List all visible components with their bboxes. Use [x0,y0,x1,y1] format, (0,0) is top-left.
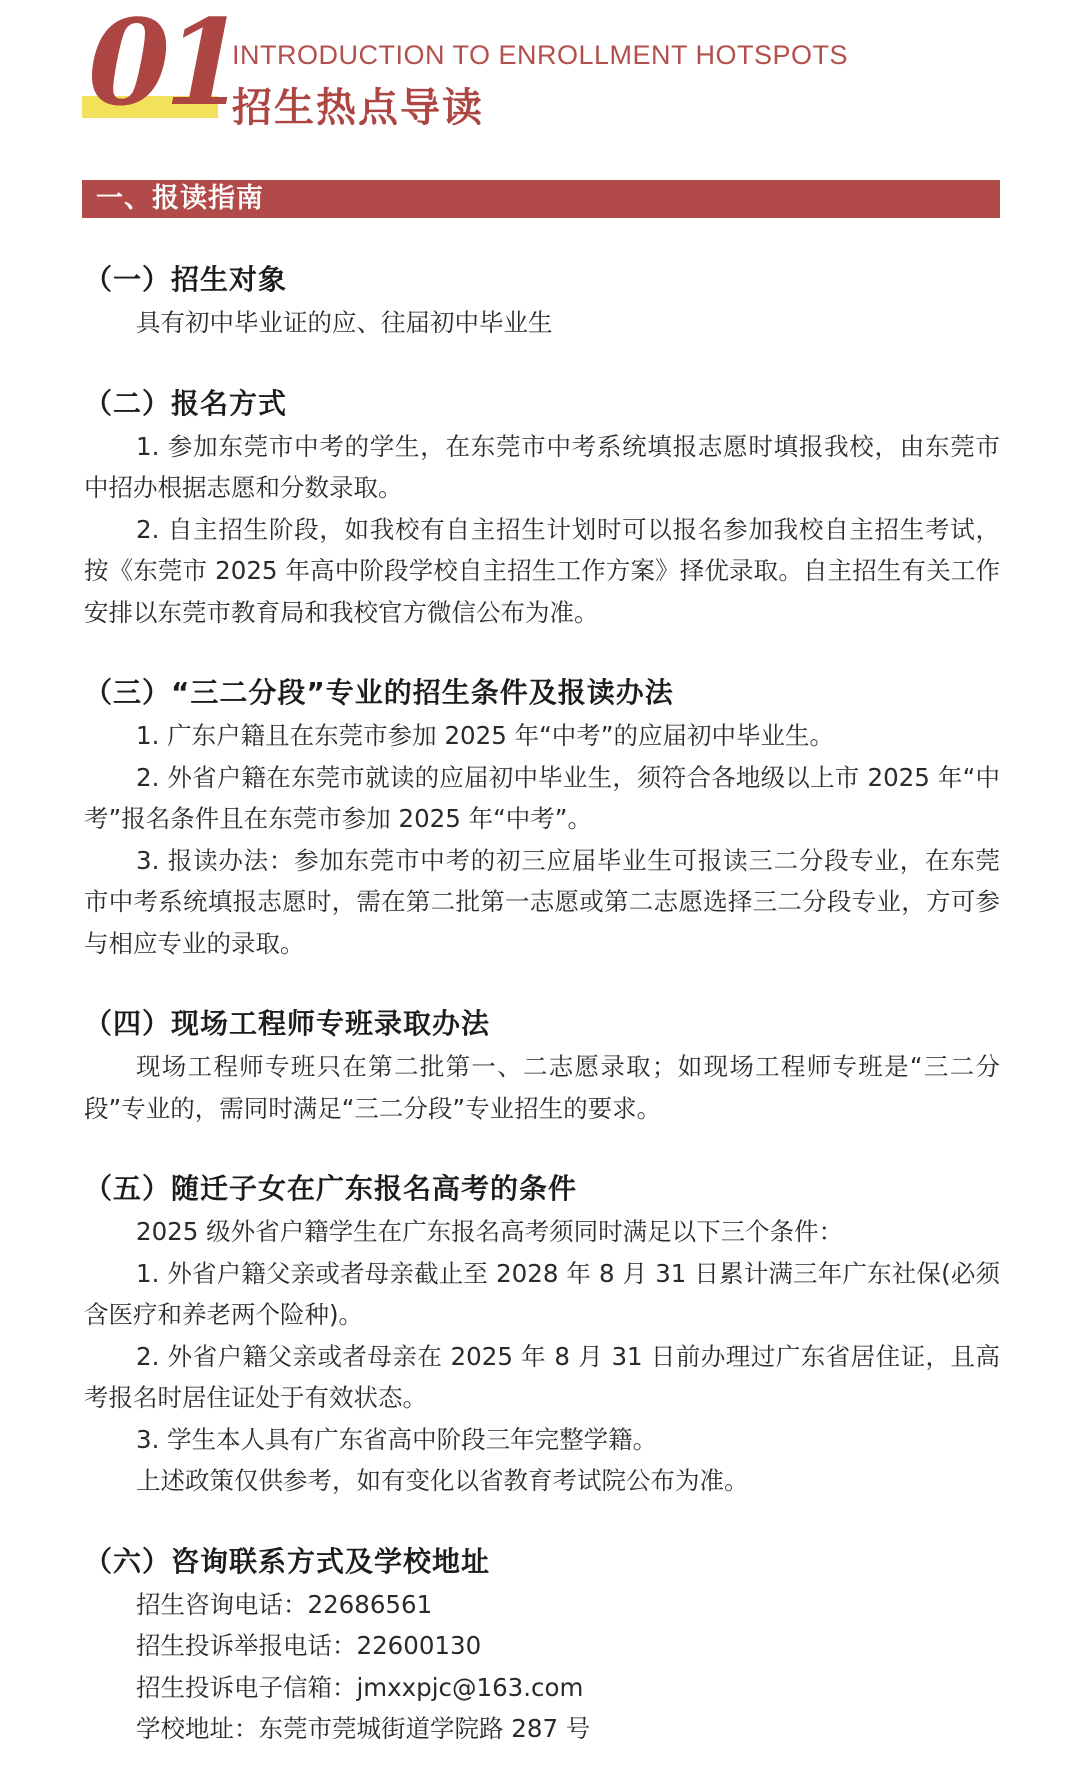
heading-contact-address: （六）咨询联系方式及学校地址 [84,1544,491,1578]
paragraph: 具有初中毕业证的应、往届初中毕业生 [136,308,553,337]
paragraph: 1. 参加东莞市中考的学生，在东莞市中考系统填报志愿时填报我校，由东莞市中招办根据志愿和分数录取。 [84,431,1000,502]
paragraph: 3. 报读办法：参加东莞市中考的初三应届毕业生可报读三二分段专业，在东莞市中考系统填报志愿时，需在第二批第一志愿或第二志愿选择三二分段专业，方可参与相应专业的录取。 [84,845,1000,958]
heading-field-engineer-class: （四）现场工程师专班录取办法 [84,1007,491,1040]
chapter-number: 01 [88,0,241,132]
section-banner [82,180,1000,218]
heading-enrollment-target: （一）招生对象 [84,263,288,296]
complaint-phone: 招生投诉举报电话：22600130 [136,1631,482,1660]
page-header [82,0,1002,132]
heading-registration-method: （二）报名方式 [84,386,288,420]
chinese-title: 招生热点导读 [232,85,484,131]
paragraph: 2. 外省户籍父亲或者母亲在 2025 年 8 月 31 日前办理过广东省居住证，且高考报名时居住证处于有效状态。 [84,1341,1000,1412]
paragraph: 2. 外省户籍在东莞市就读的应届初中毕业生，须符合各地级以上市 2025 年“中考”报名条件且在东莞市参加 2025 年“中考”。 [84,762,1000,833]
section-title: 一、报读指南 [96,183,264,214]
paragraph: 1. 广东户籍且在东莞市参加 2025 年“中考”的应届初中毕业生。 [136,721,834,750]
paragraph: 现场工程师专班只在第二批第一、二志愿录取；如现场工程师专班是“三二分段”专业的，需同时满足“三二分段”专业招生的要求。 [84,1052,1000,1123]
english-title: INTRODUCTION TO ENROLLMENT HOTSPOTS [232,40,849,70]
paragraph: 3. 学生本人具有广东省高中阶段三年完整学籍。 [136,1424,658,1454]
paragraph: 1. 外省户籍父亲或者母亲截止至 2028 年 8 月 31 日累计满三年广东社保(必须含医疗和养老两个险种)。 [84,1258,1000,1329]
school-address: 学校地址：东莞市莞城街道学院路 287 号 [136,1714,591,1743]
consult-phone: 招生咨询电话：22686561 [136,1589,433,1619]
complaint-email: 招生投诉电子信箱：jmxxpjc@163.com [136,1672,584,1702]
paragraph: 2. 自主招生阶段，如我校有自主招生计划时可以报名参加我校自主招生考试，按《东莞市 2025 年高中阶段学校自主招生工作方案》择优录取。自主招生有关工作安排以东莞市教育局和我校官方微信公布为准。 [84,514,1000,627]
heading-three-two-program: （三）“三二分段”专业的招生条件及报读办法 [84,676,674,709]
paragraph: 2025 级外省户籍学生在广东报名高考须同时满足以下三个条件： [136,1217,844,1246]
paragraph: 上述政策仅供参考，如有变化以省教育考试院公布为准。 [136,1466,749,1495]
guide-content [84,258,1000,1750]
heading-migrant-children-exam: （五）随迁子女在广东报名高考的条件 [84,1172,578,1205]
